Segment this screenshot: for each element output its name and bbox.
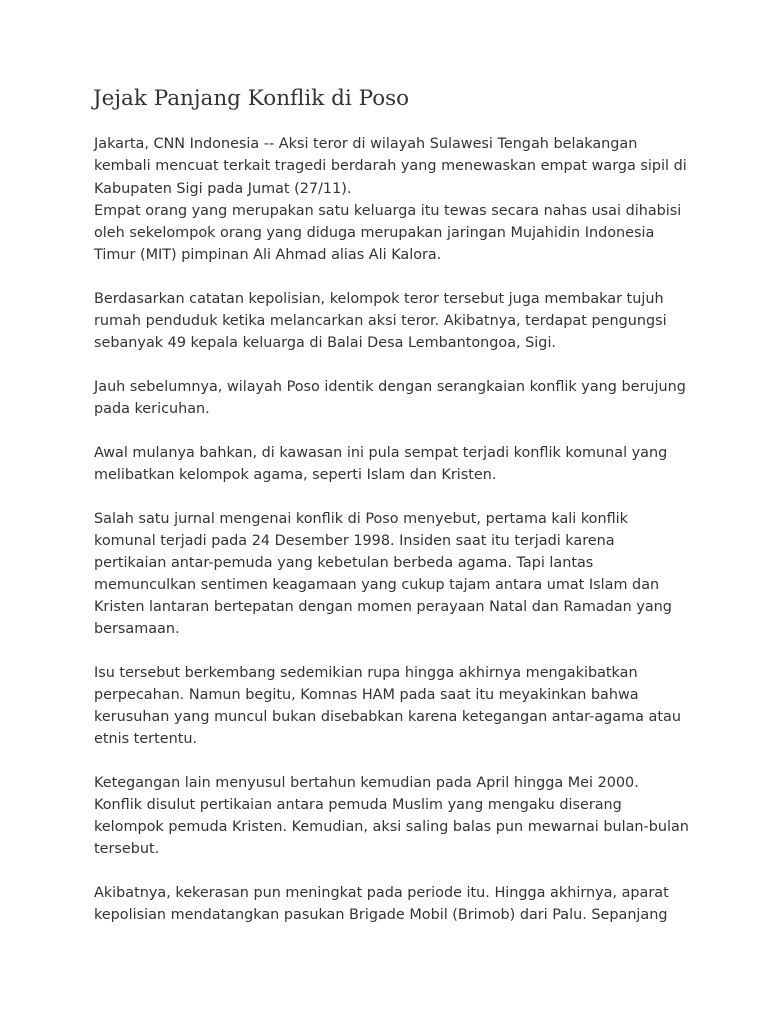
text-line: oleh sekelompok orang yang diduga merupakan jaringan Mujahidin Indonesia [94,225,655,241]
text-line: Berdasarkan catatan kepolisian, kelompok teror tersebut juga membakar tujuh [94,291,664,307]
text-line: sebanyak 49 kepala keluarga di Balai Desa Lembantongoa, Sigi. [94,335,557,351]
text-line: kepolisian mendatangkan pasukan Brigade Mobil (Brimob) dari Palu. Sepanjang [94,907,668,923]
text-line: etnis tertentu. [94,731,198,747]
text-line: Jauh sebelumnya, wilayah Poso identik dengan serangkaian konflik yang berujung [94,379,686,395]
text-line: Isu tersebut berkembang sedemikian rupa hingga akhirnya mengakibatkan [94,665,638,681]
text-line: kembali mencuat terkait tragedi berdarah yang menewaskan empat warga sipil di [94,158,687,174]
text-line: perpecahan. Namun begitu, Komnas HAM pada saat itu meyakinkan bahwa [94,687,639,703]
text-line: kerusuhan yang muncul bukan disebabkan karena ketegangan antar-agama atau [94,709,681,725]
text-line: melibatkan kelompok agama, seperti Islam dan Kristen. [94,467,497,483]
text-line: rumah penduduk ketika melancarkan aksi teror. Akibatnya, terdapat pengungsi [94,313,667,329]
text-line: Empat orang yang merupakan satu keluarga itu tewas secara nahas usai dihabisi [94,203,682,219]
text-line: pada kericuhan. [94,401,210,417]
document-title: Jejak Panjang Konflik di Poso [93,86,410,111]
text-line: Kabupaten Sigi pada Jumat (27/11). [94,181,352,197]
text-line: kelompok pemuda Kristen. Kemudian, aksi saling balas pun mewarnai bulan-bulan [94,819,689,835]
text-line: Ketegangan lain menyusul bertahun kemudian pada April hingga Mei 2000. [94,775,639,791]
text-line: memunculkan sentimen keagamaan yang cukup tajam antara umat Islam dan [94,577,660,593]
text-line: Timur (MIT) pimpinan Ali Ahmad alias Ali Kalora. [94,247,442,263]
text-line: komunal terjadi pada 24 Desember 1998. Insiden saat itu terjadi karena [94,533,615,549]
text-line: Kristen lantaran bertepatan dengan momen perayaan Natal dan Ramadan yang [94,599,672,615]
text-line: bersamaan. [94,621,180,637]
text-line: Awal mulanya bahkan, di kawasan ini pula sempat terjadi konflik komunal yang [94,445,668,461]
text-line: Salah satu jurnal mengenai konflik di Poso menyebut, pertama kali konflik [94,511,628,527]
text-line: Akibatnya, kekerasan pun meningkat pada periode itu. Hingga akhirnya, aparat [94,885,669,901]
text-line: Konflik disulut pertikaian antara pemuda Muslim yang mengaku diserang [94,797,622,813]
text-line: tersebut. [94,841,160,857]
text-line: Jakarta, CNN Indonesia -- Aksi teror di wilayah Sulawesi Tengah belakangan [94,136,638,152]
text-line: pertikaian antar-pemuda yang kebetulan berbeda agama. Tapi lantas [94,555,594,571]
